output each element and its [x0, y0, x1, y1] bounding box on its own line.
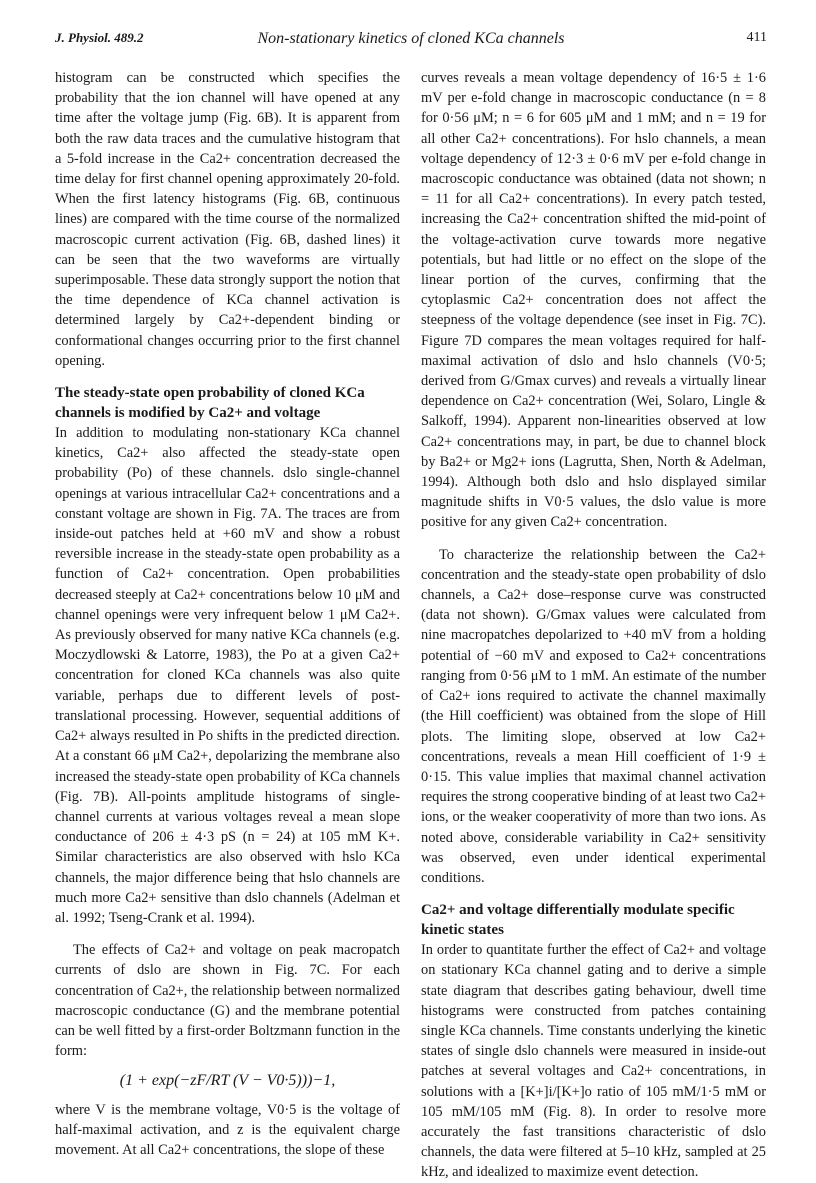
paragraph: In addition to modulating non-stationary KCa channel kinetics, Ca2+ also affected the steady-state open probability (Po) of these channels. dslo single-channel openings at various intracellular Ca2+ concentrations and a constant voltage are shown in Fig. 7A. The traces are from inside-out patches held at +60 mV and show a robust reversible increase in the steady-state open probability as a function of Ca2+ concentration. Open probabilities decreased steeply at Ca2+ concentrations below 10 μM and channel openings were very infrequent below 1 μM Ca2+. As previously observed for many native KCa channels (e.g. Moczydlowski & Latorre, 1983), the Po at a given Ca2+ concentration for cloned KCa channels was also quite variable, perhaps due to different levels of post-translational processing. However, sequential additions of Ca2+ always resulted in Po shifts in the predicted direction. At a constant 66 μM Ca2+, depolarizing the membrane also increased the steady-state open probability of KCa channels (Fig. 7B). All-points amplitude histograms of single-channel currents at various voltages reveal a mean slope conductance of 206 ± 4·3 pS (n = 24) at 105 mM K+. Similar characteristics are also observed with hslo KCa channels, the major difference being that hslo channels are much more Ca2+ sensitive than dslo channels (Adelman et al. 1992; Tseng-Crank et al. 1994). — [55, 425, 400, 926]
running-title: Non-stationary kinetics of cloned KCa channels — [257, 30, 565, 47]
journal-citation: J. Physiol. 489.2 — [55, 30, 144, 45]
paragraph: where V is the membrane voltage, V0·5 is the voltage of half-maximal activation, and z is the equivalent charge movement. At all Ca2+ concentrations, the slope of these — [55, 1101, 400, 1158]
right-column — [421, 68, 766, 1183]
left-column — [55, 68, 400, 1160]
paragraph: The effects of Ca2+ and voltage on peak macropatch currents of dslo are shown in Fig. 7C. For each concentration of Ca2+, the relationship between normalized macroscopic conductance (G) and the membrane potential can be well fitted by a first-order Boltzmann function in the form: — [55, 942, 400, 1060]
paragraph: To characterize the relationship between the Ca2+ concentration and the steady-state open probability of dslo channels, a Ca2+ dose–response curve was constructed (data not shown). G/Gmax values were calculated from nine macropatches depolarized to +40 mV from a holding potential of −60 mV and exposed to Ca2+ concentrations ranging from 0·56 μM to 1 mM. An estimate of the number of Ca2+ ions required to activate the channel maximally (the Hill coefficient) was obtained from the slope of Hill plots. The limiting slope, observed at low Ca2+ concentrations, reveals a mean Hill coefficient of 1·9 ± 0·15. This value implies that maximal channel activation requires the strong cooperative binding of at least two Ca2+ ions, or the weaker cooperativity of more than two ions. As noted above, considerable variability in Ca2+ sensitivity was observed, even under identical experimental conditions. — [421, 546, 767, 886]
page-header — [55, 30, 767, 52]
section-heading: Ca2+ and voltage differentially modulate specific kinetic states — [421, 902, 735, 939]
paragraph: histogram can be constructed which specifies the probability that the ion channel will have opened at any time after the voltage jump (Fig. 6B). It is apparent from both the raw data traces and the cumulative histogram that a 5-fold increase in the Ca2+ concentration decreased the time delay for first channel opening approximately 20-fold. When the first latency histograms (Fig. 6B, continuous lines) are compared with the time course of the normalized macroscopic current activation (Fig. 6B, dashed lines) it can be seen that the two waveforms are virtually superimposable. These data strongly support the notion that the time dependence of KCa channel activation is determined largely by Ca2+-dependent binding or conformational changes occurring prior to the first channel opening. — [55, 70, 400, 369]
page-number: 411 — [746, 30, 767, 45]
paragraph: curves reveals a mean voltage dependency of 16·5 ± 1·6 mV per e-fold change in macroscopic conductance (n = 8 for 0·56 μM; n = 6 for 605 μM and 1 mM; and n = 19 for all other Ca2+ concentrations). For hslo channels, a mean voltage dependency of 12·3 ± 0·6 mV per e-fold change in macroscopic conductance was obtained (data not shown; n = 11 for all Ca2+ concentrations). In every patch tested, increasing the Ca2+ concentration shifted the mid-point of the voltage-activation curve towards more negative potentials, but had little or no effect on the slope of the linear portion of the curves, confirming that the cytoplasmic Ca2+ concentration does not affect the steepness of the voltage dependence (see inset in Fig. 7C). Figure 7D compares the mean voltages required for half-maximal activation of dslo and hslo channels (V0·5; derived from G/Gmax curves) and reveals a virtually linear dependence on Ca2+ concentration (Wei, Solaro, Lingle & Salkoff, 1994). Apparent non-linearities observed at low Ca2+ concentrations may, in part, be due to channel block by Ba2+ or Mg2+ ions (Lagrutta, Shen, North & Adelman, 1994). Although both dslo and hslo displayed similar magnitude shifts in V0·5 values, the dslo value is more positive for any given Ca2+ concentration. — [421, 70, 766, 531]
paragraph: In order to quantitate further the effect of Ca2+ and voltage on stationary KCa channel gating and to derive a simple state diagram that describes gating behaviour, dwell time histograms were constructed from patches containing single KCa channels. Time constants underlying the kinetic states of single dslo channels were measured in inside-out patches at several voltages and Ca2+ concentrations, in solutions with a [K+]i/[K+]o ratio of 105 mM/1·5 mM or 105 mM/105 mM (Fig. 8). In order to resolve more accurately the fast transitions characteristic of dslo channels, the data were filtered at 5–10 kHz, sampled at 25 kHz, and idealized to maximize event detection. — [421, 942, 766, 1181]
section-heading: The steady-state open probability of cloned KCa channels is modified by Ca2+ and voltage — [55, 385, 365, 422]
boltzmann-equation: (1 + exp(−zF/RT (V − V0·5)))−1, — [119, 1072, 336, 1090]
